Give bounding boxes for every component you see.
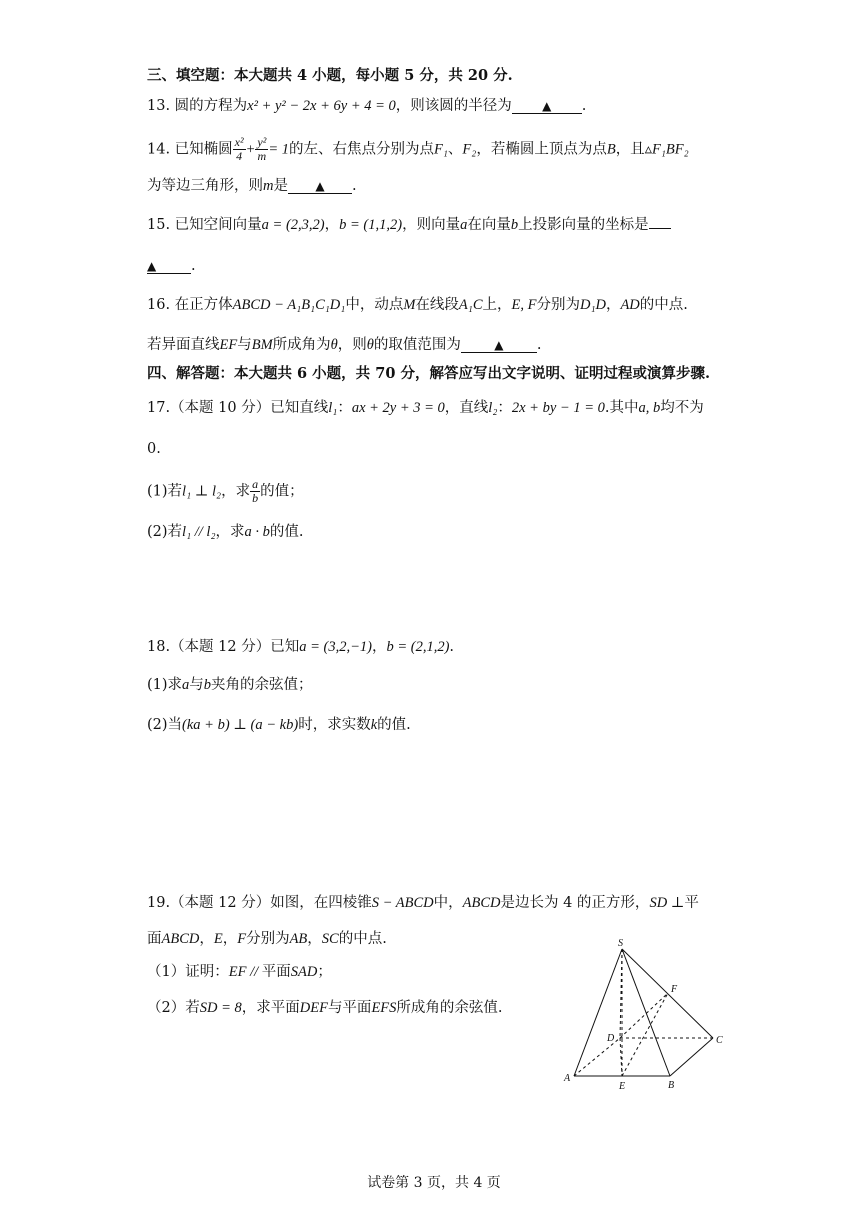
question-18-part1: (1)求a与b夹角的余弦值； [147, 677, 313, 693]
question-15: 15. 已知空间向量a = (2,3,2)，b = (1,1,2)，则向量a在向量b上投影向量的坐标是 [147, 215, 671, 235]
question-13: 13. 圆的方程为x² + y² − 2x + 6y + 4 = 0，则该圆的半径为 ▲ . [147, 98, 587, 114]
question-17-line2: 0. [147, 441, 161, 457]
question-17: 17.（本题 10 分）已知直线l₁：ax + 2y + 3 = 0，直线l₂：2x + by − 1 = 0.其中a, b均不为 [147, 400, 704, 416]
question-18-part2: (2)当(ka + b) ⊥ (a − kb)时，求实数k的值. [147, 717, 411, 733]
label-A: A [564, 1073, 571, 1084]
q14-triangle: ▵F₁BF₂ [644, 141, 689, 158]
question-18: 18.（本题 12 分）已知a = (3,2,−1)，b = (2,1,2). [147, 639, 455, 655]
edge-SC [622, 949, 713, 1038]
question-15-line2: ▲ . [147, 258, 196, 274]
question-19-part2: （2）若SD = 8，求平面DEF与平面EFS所成角的余弦值. [147, 1000, 503, 1016]
q14-answer-blank: ▲ [288, 179, 352, 194]
question-19: 19.（本题 12 分）如图，在四棱锥S − ABCD中，ABCD是边长为 4 的正方形，SD ⊥平 [147, 895, 699, 911]
question-14: 14. 已知椭圆 $\frac{\text{x²}}{4}$ + $\frac{\text{y²}}{m}$ = 1的左、右焦点分别为点F₁、F₂，若椭圆上顶点为点B，且▵F₁BF₂ [147, 135, 689, 163]
q14-fraction-y: $\frac{\text{y²}}{m}$ [257, 135, 267, 163]
question-14-line2: 为等边三角形，则m是 ▲ . [147, 178, 357, 194]
question-16-line2: 若异面直线EF与BM所成角为θ，则θ的取值范围为 ▲ . [147, 337, 542, 353]
q14-fraction-x: $\frac{\text{x²}}{4}$ [234, 135, 244, 163]
edge-BC [670, 1038, 713, 1076]
segment-EF [622, 993, 668, 1076]
label-D: D [607, 1033, 615, 1044]
page-footer: 试卷第 3 页，共 4 页 [367, 1175, 501, 1191]
section3-heading: 三、填空题：本大题共 4 小题，每小题 5 分，共 20 分. [147, 67, 513, 84]
label-F: F [671, 984, 678, 995]
question-19-part1: （1）证明：EF // 平面SAD； [147, 964, 332, 980]
question-17-part2: (2)若l₁ // l₂，求a · b的值. [147, 524, 304, 540]
edge-SA [574, 949, 622, 1076]
label-C: C [716, 1035, 723, 1046]
q16-answer-blank: ▲ [461, 338, 537, 353]
edge-SB [622, 949, 670, 1076]
section4-heading: 四、解答题：本大题共 6 小题，共 70 分，解答应写出文字说明、证明过程或演算步骤. [147, 365, 711, 382]
q13-answer-blank: ▲ [512, 99, 582, 114]
q15-answer-blank: ▲ [147, 259, 191, 274]
q17-fraction: $\frac{a}{b}$ [252, 477, 259, 505]
label-S: S [618, 938, 623, 949]
pyramid-figure [560, 935, 735, 1095]
label-E: E [619, 1081, 626, 1092]
label-B: B [668, 1080, 675, 1091]
question-16: 16. 在正方体ABCD − A₁B₁C₁D₁中，动点M在线段A₁C上，E, F分别为D₁D，AD的中点. [147, 297, 688, 313]
question-19-line2: 面ABCD，E，F分别为AB，SC的中点. [147, 931, 387, 947]
q13-equation: x² + y² − 2x + 6y + 4 = 0 [247, 98, 396, 114]
segment-DF [620, 993, 668, 1038]
question-17-part1: (1)若l₁ ⊥ l₂，求 $\frac{a}{b}$ 的值； [147, 477, 304, 505]
